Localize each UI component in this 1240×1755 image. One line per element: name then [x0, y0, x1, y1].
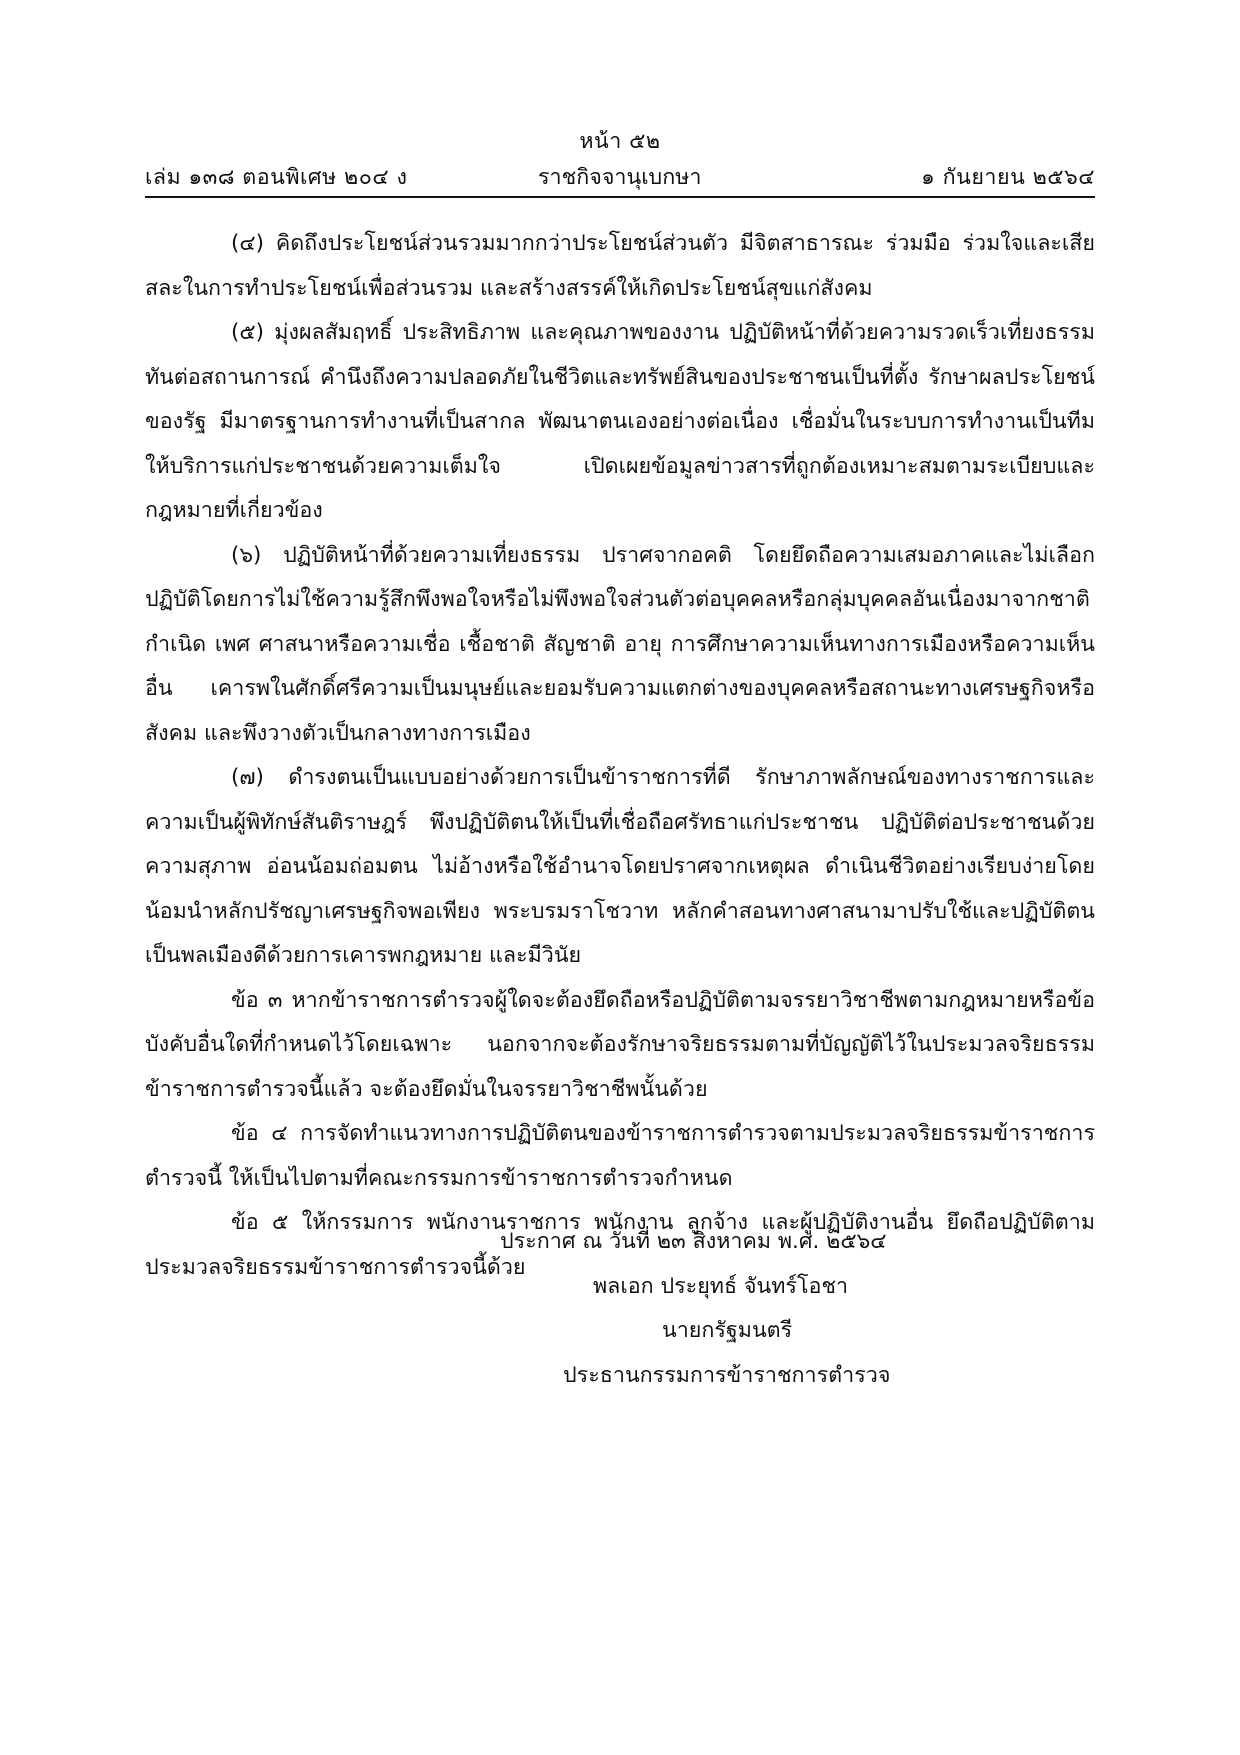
- signatory-role: ประธานกรรมการข้าราชการตำรวจ: [563, 1362, 891, 1388]
- paragraph-item-7: (๗) ดำรงตนเป็นแบบอย่างด้วยการเป็นข้าราชการที่ดี รักษาภาพลักษณ์ของทางราชการและความเป็นผู้พิทักษ์สันติราษฎร์ พึงปฏิบัติตนให้เป็นที่เชื่อถือศรัทธาแก่ประชาชน ปฏิบัติต่อประชาชนด้วยความสุภาพ อ่อนน้อมถ่อมตน ไม่อ้างหรือใช้อำนาจโดยปราศจากเหตุผล ดำเนินชีวิตอย่างเรียบง่ายโดยน้อมนำหลักปรัชญาเศรษฐกิจพอเพียง พระบรมราโชวาท หลักคำสอนทางศาสนามาปรับใช้และปฏิบัติตนเป็นพลเมืองดีด้วยการเคารพกฎหมาย และมีวินัย: [145, 765, 1095, 968]
- document-body: [145, 222, 1095, 1290]
- header-volume-issue: เล่ม ๑๓๘ ตอนพิเศษ ๒๐๔ ง: [145, 165, 408, 190]
- page-number: หน้า ๕๒: [579, 129, 661, 154]
- paragraph-clause-5: ข้อ ๕ ให้กรรมการ พนักงานราชการ พนักงาน ลูกจ้าง และผู้ปฏิบัติงานอื่น ยึดถือปฏิบัติตามประมวลจริยธรรมข้าราชการตำรวจนี้ด้วย: [145, 1210, 1095, 1280]
- paragraph-item-5: (๕) มุ่งผลสัมฤทธิ์ ประสิทธิภาพ และคุณภาพของงาน ปฏิบัติหน้าที่ด้วยความรวดเร็วเที่ยงธรรม ทันต่อสถานการณ์ คำนึงถึงความปลอดภัยในชีวิตและทรัพย์สินของประชาชนเป็นที่ตั้ง รักษาผลประโยชน์ของรัฐ มีมาตรฐานการทำงานที่เป็นสากล พัฒนาตนเองอย่างต่อเนื่อง เชื่อมั่นในระบบการทำงานเป็นทีม ให้บริการแก่ประชาชนด้วยความเต็มใจ เปิดเผยข้อมูลข่าวสารที่ถูกต้องเหมาะสมตามระเบียบและกฎหมายที่เกี่ยวข้อง: [145, 320, 1095, 523]
- paragraph-clause-3: ข้อ ๓ หากข้าราชการตำรวจผู้ใดจะต้องยึดถือหรือปฏิบัติตามจรรยาวิชาชีพตามกฎหมายหรือข้อบังคับอื่นใดที่กำหนดไว้โดยเฉพาะ นอกจากจะต้องรักษาจริยธรรมตามที่บัญญัติไว้ในประมวลจริยธรรมข้าราชการตำรวจนี้แล้ว จะต้องยึดมั่นในจรรยาวิชาชีพนั้นด้วย: [145, 987, 1095, 1102]
- paragraph-clause-4: ข้อ ๔ การจัดทำแนวทางการปฏิบัติตนของข้าราชการตำรวจตามประมวลจริยธรรมข้าราชการตำรวจนี้ ให้เป็นไปตามที่คณะกรรมการข้าราชการตำรวจกำหนด: [145, 1121, 1095, 1191]
- header-publication-title: ราชกิจจานุเบกษา: [538, 165, 702, 190]
- signatory-name: พลเอก ประยุทธ์ จันทร์โอชา: [593, 1273, 849, 1299]
- paragraph-item-6: (๖) ปฏิบัติหน้าที่ด้วยความเที่ยงธรรม ปราศจากอคติ โดยยึดถือความเสมอภาคและไม่เลือกปฏิบัติโดยการไม่ใช้ความรู้สึกพึงพอใจหรือไม่พึงพอใจส่วนตัวต่อบุคคลหรือกลุ่มบุคคลอันเนื่องมาจากชาติกำเนิด เพศ ศาสนาหรือความเชื่อ เชื้อชาติ สัญชาติ อายุ การศึกษาความเห็นทางการเมืองหรือความเห็นอื่น เคารพในศักดิ์ศรีความเป็นมนุษย์และยอมรับความแตกต่างของบุคคลหรือสถานะทางเศรษฐกิจหรือสังคม และพึงวางตัวเป็นกลางทางการเมือง: [145, 542, 1095, 746]
- announcement-date: ประกาศ ณ วันที่ ๒๓ สิงหาคม พ.ศ. ๒๕๖๔: [500, 1229, 887, 1254]
- header-date: ๑ กันยายน ๒๕๖๔: [921, 165, 1095, 190]
- gazette-header: [145, 160, 1095, 198]
- signatory-position: นายกรัฐมนตรี: [662, 1318, 793, 1343]
- signature-block: [0, 1220, 1240, 1398]
- paragraph-item-4: (๔) คิดถึงประโยชน์ส่วนรวมมากกว่าประโยชน์ส่วนตัว มีจิตสาธารณะ ร่วมมือ ร่วมใจและเสียสละในการทำประโยชน์เพื่อส่วนรวม และสร้างสรรค์ให้เกิดประโยชน์สุขแก่สังคม: [145, 231, 1095, 301]
